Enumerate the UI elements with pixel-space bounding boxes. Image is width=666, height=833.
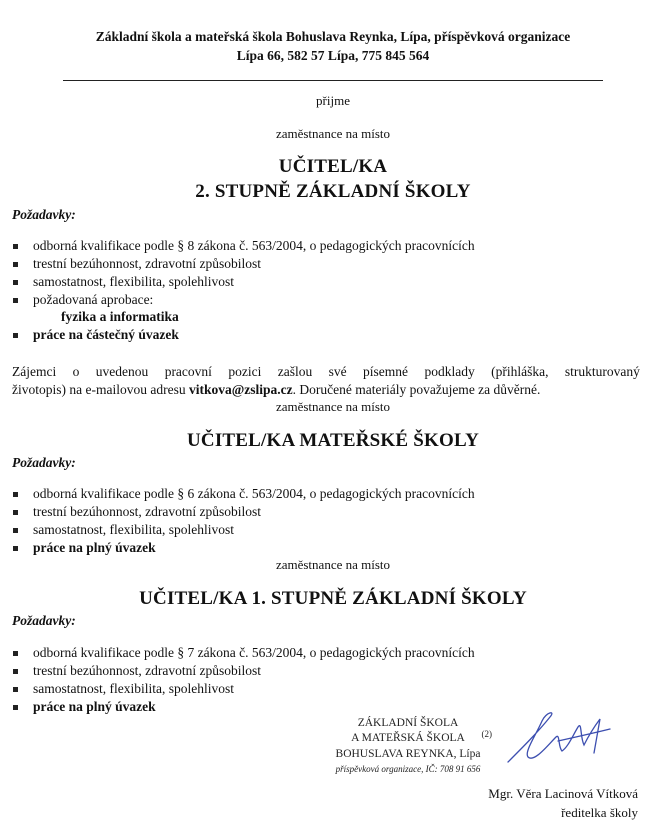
- list-item: trestní bezúhonnost, zdravotní způsobilost: [33, 256, 261, 272]
- approbation-value: fyzika a informatika: [61, 309, 179, 324]
- school-address: Lípa 66, 582 57 Lípa, 775 845 564: [236, 48, 430, 63]
- contact-paragraph: [12, 363, 640, 399]
- contact-word: podklady: [424, 364, 475, 379]
- accepts-text: přijme: [316, 93, 350, 108]
- bullet-icon: [13, 298, 18, 303]
- employees-text: zaměstnance na místo: [275, 126, 391, 141]
- contact-line2: životopis) na e-mailovou adresu vitkova@zslipa.cz. Doručené materiály považujeme za důvěrné.: [12, 382, 541, 397]
- stamp-mark: (2): [481, 729, 492, 739]
- bullet-icon: [13, 262, 18, 267]
- position3-employees-text: zaměstnance na místo: [275, 557, 391, 572]
- list-item: samostatnost, flexibilita, spolehlivost: [33, 681, 234, 697]
- position2-title: UČITEL/KA MATEŘSKÉ ŠKOLY: [187, 430, 479, 451]
- signature-image: [498, 707, 628, 772]
- bullet-icon: [13, 280, 18, 285]
- bullet-icon: [13, 651, 18, 656]
- position2-employees-text: zaměstnance na místo: [275, 399, 391, 414]
- list-item: požadovaná aprobace:: [33, 292, 153, 308]
- email-link[interactable]: vitkova@zslipa.cz: [188, 382, 293, 397]
- header-divider: [63, 80, 603, 81]
- contact-word: pozici: [228, 364, 262, 379]
- list-item: práce na částečný úvazek: [33, 327, 179, 343]
- bullet-icon: [13, 687, 18, 692]
- school-name: Základní škola a mateřská škola Bohuslava Reynka, Lípa, příspěvková organizace: [95, 29, 571, 44]
- contact-word: Zájemci: [12, 364, 57, 379]
- bullet-icon: [13, 528, 18, 533]
- bullet-icon: [13, 333, 18, 338]
- contact-word: pracovní: [164, 364, 212, 379]
- position3-title: UČITEL/KA 1. STUPNĚ ZÁKLADNÍ ŠKOLY: [139, 588, 527, 609]
- bullet-icon: [13, 669, 18, 674]
- signatory-name: Mgr. Věra Lacinová Vítková: [488, 786, 638, 801]
- contact-word: své: [328, 364, 347, 379]
- position2-requirements-label: Požadavky:: [12, 455, 76, 470]
- list-item: odborná kvalifikace podle § 8 zákona č. 563/2004, o pedagogických pracovnících: [33, 238, 475, 254]
- contact-word: uvedenou: [95, 364, 149, 379]
- list-item: práce na plný úvazek: [33, 699, 156, 715]
- contact-word: zašlou: [277, 364, 313, 379]
- bullet-icon: [13, 244, 18, 249]
- list-item: odborná kvalifikace podle § 6 zákona č. 563/2004, o pedagogických pracovnících: [33, 486, 475, 502]
- list-item: trestní bezúhonnost, zdravotní způsobilost: [33, 663, 261, 679]
- list-item: práce na plný úvazek: [33, 540, 156, 556]
- list-item: odborná kvalifikace podle § 7 zákona č. 563/2004, o pedagogických pracovnících: [33, 645, 475, 661]
- bullet-icon: [13, 492, 18, 497]
- position1-title-line1: UČITEL/KA: [278, 156, 388, 177]
- contact-line1: [12, 363, 640, 381]
- position1-title-line2: 2. STUPNĚ ZÁKLADNÍ ŠKOLY: [195, 181, 471, 202]
- contact-word: o: [72, 364, 80, 379]
- bullet-icon: [13, 705, 18, 710]
- bullet-icon: [13, 546, 18, 551]
- contact-word: strukturovaný: [564, 364, 640, 379]
- school-stamp: ZÁKLADNÍ ŠKOLA A MATEŘSKÁ ŠKOLA (2) BOHUSLAVA REYNKA, Lípa příspěvková organizace, IČ: 708 91 656: [335, 717, 492, 774]
- position1-requirements-label: Požadavky:: [12, 207, 76, 222]
- contact-word: písemné: [363, 364, 409, 379]
- list-item: trestní bezúhonnost, zdravotní způsobilost: [33, 504, 261, 520]
- signatory-role: ředitelka školy: [561, 805, 638, 820]
- contact-word: (přihláška,: [491, 364, 549, 379]
- list-item: samostatnost, flexibilita, spolehlivost: [33, 522, 234, 538]
- position3-requirements-label: Požadavky:: [12, 613, 76, 628]
- bullet-icon: [13, 510, 18, 515]
- list-item: samostatnost, flexibilita, spolehlivost: [33, 274, 234, 290]
